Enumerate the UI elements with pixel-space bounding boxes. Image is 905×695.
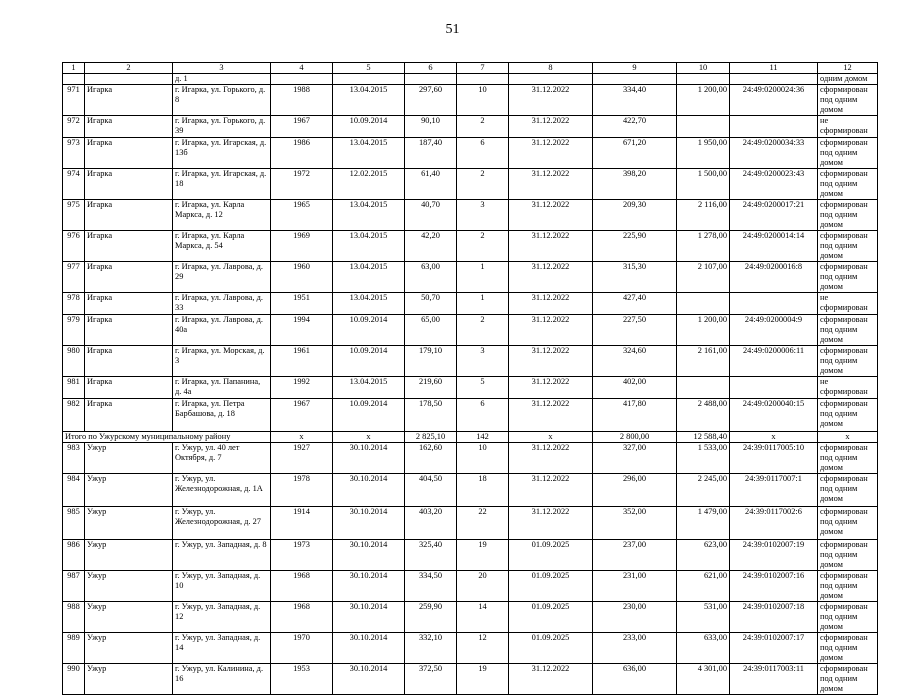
- cell-status: сформирован под одним домом: [818, 231, 878, 262]
- cell-date: 10.09.2014: [333, 315, 405, 346]
- cell-date: 31.12.2022: [509, 293, 593, 315]
- cell-number: 985: [63, 507, 85, 540]
- cell-year: 1951: [271, 293, 333, 315]
- cell-address: г. Ужур, ул. Западная, д. 10: [173, 571, 271, 602]
- cell-locality: Игарка: [85, 346, 173, 377]
- total-cost: 12 588,40: [677, 432, 730, 443]
- cell-cost: 531,00: [677, 602, 730, 633]
- cell-cadastral: 24:39:0102007:18: [730, 602, 818, 633]
- cell-locality: Ужур: [85, 507, 173, 540]
- cell-area: 233,00: [593, 633, 677, 664]
- cell-area: 403,20: [405, 507, 457, 540]
- cell-status: сформирован под одним домом: [818, 602, 878, 633]
- table-row: [63, 85, 878, 116]
- cell-date: 01.09.2025: [509, 571, 593, 602]
- cell-address: г. Ужур, ул. Западная, д. 12: [173, 602, 271, 633]
- cell-area: 227,50: [593, 315, 677, 346]
- cell-address: г. Ужур, ул. Железнодорожная, д. 1А: [173, 474, 271, 507]
- cell-count: 10: [457, 443, 509, 474]
- cell-area: 42,20: [405, 231, 457, 262]
- table-row: [63, 633, 878, 664]
- cell-number: 977: [63, 262, 85, 293]
- cell-count: 19: [457, 540, 509, 571]
- table-row: [63, 200, 878, 231]
- cell-cadastral: [730, 116, 818, 138]
- cell-number: 984: [63, 474, 85, 507]
- total-date2: х: [509, 432, 593, 443]
- cell-date: 31.12.2022: [509, 200, 593, 231]
- cell-date: 31.12.2022: [509, 169, 593, 200]
- cell-address: г. Игарка, ул. Игарская, д. 13б: [173, 138, 271, 169]
- table-row: [63, 377, 878, 399]
- cell-cost: [677, 293, 730, 315]
- cell-year: 1960: [271, 262, 333, 293]
- cell-cadastral: 24:39:0117003:11: [730, 664, 818, 695]
- cell-count: 2: [457, 315, 509, 346]
- cell-area: 427,40: [593, 293, 677, 315]
- cell-area: 63,00: [405, 262, 457, 293]
- cell-count: 5: [457, 377, 509, 399]
- cell-date: 01.09.2025: [509, 540, 593, 571]
- cell-locality: Игарка: [85, 293, 173, 315]
- column-number: 2: [85, 63, 173, 74]
- cell-locality: Ужур: [85, 540, 173, 571]
- cell-count: 14: [457, 602, 509, 633]
- table-row: [63, 346, 878, 377]
- cell-date: 30.10.2014: [333, 540, 405, 571]
- cell-address: г. Игарка, ул. Горького, д. 39: [173, 116, 271, 138]
- cell-cost: 621,00: [677, 571, 730, 602]
- cell-area: 162,60: [405, 443, 457, 474]
- column-number: 9: [593, 63, 677, 74]
- column-number: 3: [173, 63, 271, 74]
- column-number: 6: [405, 63, 457, 74]
- cell-count: 10: [457, 85, 509, 116]
- cell-cost: 4 301,00: [677, 664, 730, 695]
- cell-date: 30.10.2014: [333, 443, 405, 474]
- cell-number: 982: [63, 399, 85, 432]
- cell-cadastral: [730, 377, 818, 399]
- cell-count: 22: [457, 507, 509, 540]
- cell-year: 1961: [271, 346, 333, 377]
- cell-year: 1973: [271, 540, 333, 571]
- table-row: [63, 540, 878, 571]
- cell-count: 12: [457, 633, 509, 664]
- cell-cadastral: 24:39:0117002:6: [730, 507, 818, 540]
- total-label: Итого по Ужурскому муниципальному району: [63, 432, 271, 443]
- cell-locality: Ужур: [85, 664, 173, 695]
- cell-date: 31.12.2022: [509, 474, 593, 507]
- cell-date: 10.09.2014: [333, 346, 405, 377]
- cell-count: 3: [457, 346, 509, 377]
- cell-cadastral: 24:49:0200040:15: [730, 399, 818, 432]
- cell-date: 31.12.2022: [509, 262, 593, 293]
- cell-date: 01.09.2025: [509, 602, 593, 633]
- cell-cost: 1 278,00: [677, 231, 730, 262]
- cell-address: г. Игарка, ул. Морская, д. 3: [173, 346, 271, 377]
- register-table: [62, 62, 878, 695]
- cell-date: 31.12.2022: [509, 377, 593, 399]
- table-row: [63, 116, 878, 138]
- cell-area: 372,50: [405, 664, 457, 695]
- cell-count: 2: [457, 169, 509, 200]
- cell-area: 398,20: [593, 169, 677, 200]
- cell-status: сформирован под одним домом: [818, 571, 878, 602]
- cell-locality: Игарка: [85, 200, 173, 231]
- cell-area: 219,60: [405, 377, 457, 399]
- cell-date: 10.09.2014: [333, 399, 405, 432]
- cell-address: г. Игарка, ул. Петра Барбашова, д. 18: [173, 399, 271, 432]
- cell-cost: 2 116,00: [677, 200, 730, 231]
- cell-area: 315,30: [593, 262, 677, 293]
- cell-cadastral: 24:49:0200016:8: [730, 262, 818, 293]
- cell-area: 332,10: [405, 633, 457, 664]
- cell-number: 983: [63, 443, 85, 474]
- cell-cost: 1 950,00: [677, 138, 730, 169]
- total-count: 142: [457, 432, 509, 443]
- cell-address: г. Ужур, ул. Западная, д. 14: [173, 633, 271, 664]
- cell: [509, 74, 593, 85]
- cell-cost: 633,00: [677, 633, 730, 664]
- cell-status: сформирован под одним домом: [818, 540, 878, 571]
- cell-count: 1: [457, 262, 509, 293]
- cell-locality: Игарка: [85, 315, 173, 346]
- cell-year: 1967: [271, 399, 333, 432]
- cell-number: 989: [63, 633, 85, 664]
- cell-area: 324,60: [593, 346, 677, 377]
- total-row: [63, 432, 878, 443]
- cell-cost: 2 107,00: [677, 262, 730, 293]
- cell-address: д. 1: [173, 74, 271, 85]
- cell: [593, 74, 677, 85]
- cell-cadastral: 24:39:0102007:19: [730, 540, 818, 571]
- cell-area: 402,00: [593, 377, 677, 399]
- cell-count: 6: [457, 399, 509, 432]
- cell-cadastral: 24:39:0102007:17: [730, 633, 818, 664]
- total-area2: 2 800,00: [593, 432, 677, 443]
- cell-locality: Игарка: [85, 138, 173, 169]
- cell-number: 986: [63, 540, 85, 571]
- cell-address: г. Игарка, ул. Лаврова, д. 40а: [173, 315, 271, 346]
- cell-date: 30.10.2014: [333, 633, 405, 664]
- table-row: [63, 262, 878, 293]
- cell-cadastral: 24:49:0200014:14: [730, 231, 818, 262]
- column-number: 12: [818, 63, 878, 74]
- cell-locality: Игарка: [85, 262, 173, 293]
- cell-cost: 1 200,00: [677, 85, 730, 116]
- cell-date: 31.12.2022: [509, 85, 593, 116]
- cell-year: 1992: [271, 377, 333, 399]
- table-row: [63, 169, 878, 200]
- cell-count: 18: [457, 474, 509, 507]
- cell-count: 20: [457, 571, 509, 602]
- cell-area: 422,70: [593, 116, 677, 138]
- cell-cost: [677, 377, 730, 399]
- cell: [271, 74, 333, 85]
- cell-address: г. Игарка, ул. Лаврова, д. 33: [173, 293, 271, 315]
- cell-date: 31.12.2022: [509, 315, 593, 346]
- cell-date: 31.12.2022: [509, 346, 593, 377]
- cell-year: 1986: [271, 138, 333, 169]
- cell-cadastral: 24:49:0200023:43: [730, 169, 818, 200]
- cell-area: 417,80: [593, 399, 677, 432]
- cell-locality: Игарка: [85, 377, 173, 399]
- cell-year: 1968: [271, 571, 333, 602]
- table-row: [63, 138, 878, 169]
- cell-address: г. Игарка, ул. Горького, д. 8: [173, 85, 271, 116]
- cell-cadastral: 24:49:0200024:36: [730, 85, 818, 116]
- cell-area: 187,40: [405, 138, 457, 169]
- cell-address: г. Ужур, ул. 40 лет Октября, д. 7: [173, 443, 271, 474]
- cell-number: 973: [63, 138, 85, 169]
- cell-date: 31.12.2022: [509, 443, 593, 474]
- cell-number: 980: [63, 346, 85, 377]
- cell-date: 13.04.2015: [333, 377, 405, 399]
- cell-cost: 2 488,00: [677, 399, 730, 432]
- cell-address: г. Ужур, ул. Железнодорожная, д. 27: [173, 507, 271, 540]
- cell-locality: Игарка: [85, 116, 173, 138]
- cell-locality: Ужур: [85, 633, 173, 664]
- cell-date: 31.12.2022: [509, 664, 593, 695]
- table-row: [63, 571, 878, 602]
- cell-area: 404,50: [405, 474, 457, 507]
- cell-area: 237,00: [593, 540, 677, 571]
- cell-number: 975: [63, 200, 85, 231]
- cell-locality: Ужур: [85, 571, 173, 602]
- cell-area: 209,30: [593, 200, 677, 231]
- cell-date: 01.09.2025: [509, 633, 593, 664]
- cell-area: 61,40: [405, 169, 457, 200]
- cell-locality: Игарка: [85, 169, 173, 200]
- total-year: х: [271, 432, 333, 443]
- cell-count: 1: [457, 293, 509, 315]
- cell-status: сформирован под одним домом: [818, 346, 878, 377]
- cell-date: 30.10.2014: [333, 571, 405, 602]
- cell-cadastral: 24:39:0117005:10: [730, 443, 818, 474]
- cell-area: 352,00: [593, 507, 677, 540]
- cell-cadastral: 24:49:0200004:9: [730, 315, 818, 346]
- cell-number: 981: [63, 377, 85, 399]
- cell-cost: 1 200,00: [677, 315, 730, 346]
- cell-area: 296,00: [593, 474, 677, 507]
- table-row: [63, 231, 878, 262]
- table-row: [63, 602, 878, 633]
- cell-locality: Игарка: [85, 399, 173, 432]
- cell: [333, 74, 405, 85]
- cell-number: 990: [63, 664, 85, 695]
- cell-count: 19: [457, 664, 509, 695]
- cell-date: 13.04.2015: [333, 85, 405, 116]
- cell-year: 1970: [271, 633, 333, 664]
- cell-status: сформирован под одним домом: [818, 169, 878, 200]
- cell-locality: Игарка: [85, 85, 173, 116]
- cell-date: 13.04.2015: [333, 231, 405, 262]
- cell-year: 1953: [271, 664, 333, 695]
- table-row: [63, 443, 878, 474]
- cell-status: сформирован под одним домом: [818, 633, 878, 664]
- cell-status: сформирован под одним домом: [818, 443, 878, 474]
- cell-date: 12.02.2015: [333, 169, 405, 200]
- cell-date: 31.12.2022: [509, 231, 593, 262]
- total-area: 2 825,10: [405, 432, 457, 443]
- cell-cost: 623,00: [677, 540, 730, 571]
- cell-cadastral: 24:49:0200017:21: [730, 200, 818, 231]
- cell-area: 178,50: [405, 399, 457, 432]
- cell-locality: Ужур: [85, 474, 173, 507]
- cell-date: 13.04.2015: [333, 138, 405, 169]
- column-number: 10: [677, 63, 730, 74]
- cell-year: 1965: [271, 200, 333, 231]
- cell-cost: [677, 116, 730, 138]
- cell-status: сформирован под одним домом: [818, 399, 878, 432]
- cell-date: 31.12.2022: [509, 138, 593, 169]
- cell-date: 13.04.2015: [333, 293, 405, 315]
- cell-count: 3: [457, 200, 509, 231]
- cell-date: 13.04.2015: [333, 200, 405, 231]
- column-number: 7: [457, 63, 509, 74]
- column-number: 1: [63, 63, 85, 74]
- cell: [63, 74, 85, 85]
- cell-area: 297,60: [405, 85, 457, 116]
- table-row: [63, 293, 878, 315]
- cell-cost: 1 479,00: [677, 507, 730, 540]
- cell-date: 31.12.2022: [509, 507, 593, 540]
- cell-locality: Ужур: [85, 602, 173, 633]
- cell-address: г. Игарка, ул. Карла Маркса, д. 54: [173, 231, 271, 262]
- cell-cost: 1 533,00: [677, 443, 730, 474]
- cell-area: 334,50: [405, 571, 457, 602]
- cell: [85, 74, 173, 85]
- cell-cost: 2 161,00: [677, 346, 730, 377]
- cell-area: 671,20: [593, 138, 677, 169]
- cell-status: сформирован под одним домом: [818, 262, 878, 293]
- cell-date: 13.04.2015: [333, 262, 405, 293]
- column-number: 11: [730, 63, 818, 74]
- cell-status: не сформирован: [818, 377, 878, 399]
- cell-date: 31.12.2022: [509, 399, 593, 432]
- cell-area: 65,00: [405, 315, 457, 346]
- cell-area: 325,40: [405, 540, 457, 571]
- cell-cost: 2 245,00: [677, 474, 730, 507]
- column-number: 5: [333, 63, 405, 74]
- continuation-row: [63, 74, 878, 85]
- cell-status: сформирован под одним домом: [818, 200, 878, 231]
- table-row: [63, 399, 878, 432]
- total-cadastral: х: [730, 432, 818, 443]
- cell-year: 1968: [271, 602, 333, 633]
- cell: [730, 74, 818, 85]
- cell-status: сформирован под одним домом: [818, 138, 878, 169]
- cell-number: 971: [63, 85, 85, 116]
- cell-area: 179,10: [405, 346, 457, 377]
- cell-locality: Ужур: [85, 443, 173, 474]
- cell: [405, 74, 457, 85]
- cell-status: одним домом: [818, 74, 878, 85]
- cell-year: 1914: [271, 507, 333, 540]
- cell-number: 972: [63, 116, 85, 138]
- cell-cadastral: 24:49:0200034:33: [730, 138, 818, 169]
- cell-year: 1978: [271, 474, 333, 507]
- page-number: 51: [445, 22, 460, 37]
- total-status: х: [818, 432, 878, 443]
- cell-status: сформирован под одним домом: [818, 315, 878, 346]
- column-number: 8: [509, 63, 593, 74]
- cell-area: 40,70: [405, 200, 457, 231]
- cell-year: 1972: [271, 169, 333, 200]
- cell-address: г. Игарка, ул. Папанина, д. 4а: [173, 377, 271, 399]
- cell-address: г. Ужур, ул. Калинина, д. 16: [173, 664, 271, 695]
- cell-area: 231,00: [593, 571, 677, 602]
- cell-number: 979: [63, 315, 85, 346]
- cell-status: сформирован под одним домом: [818, 664, 878, 695]
- cell-count: 2: [457, 231, 509, 262]
- cell-cadastral: 24:39:0102007:16: [730, 571, 818, 602]
- cell-number: 978: [63, 293, 85, 315]
- table-row: [63, 315, 878, 346]
- cell-date: 30.10.2014: [333, 507, 405, 540]
- cell-year: 1927: [271, 443, 333, 474]
- cell-year: 1988: [271, 85, 333, 116]
- cell-status: сформирован под одним домом: [818, 85, 878, 116]
- cell-year: 1994: [271, 315, 333, 346]
- column-number-row: [63, 63, 878, 74]
- cell-date: 30.10.2014: [333, 474, 405, 507]
- cell-area: 636,00: [593, 664, 677, 695]
- cell-year: 1967: [271, 116, 333, 138]
- cell-count: 6: [457, 138, 509, 169]
- cell-status: сформирован под одним домом: [818, 474, 878, 507]
- cell-address: г. Игарка, ул. Лаврова, д. 29: [173, 262, 271, 293]
- cell-area: 230,00: [593, 602, 677, 633]
- cell-count: 2: [457, 116, 509, 138]
- cell-area: 327,00: [593, 443, 677, 474]
- cell-number: 987: [63, 571, 85, 602]
- cell-address: г. Ужур, ул. Западная, д. 8: [173, 540, 271, 571]
- cell-cadastral: [730, 293, 818, 315]
- table-row: [63, 474, 878, 507]
- cell-area: 259,90: [405, 602, 457, 633]
- cell-area: 90,10: [405, 116, 457, 138]
- cell-date: 10.09.2014: [333, 116, 405, 138]
- cell-date: 31.12.2022: [509, 116, 593, 138]
- cell-area: 334,40: [593, 85, 677, 116]
- cell-number: 988: [63, 602, 85, 633]
- cell-address: г. Игарка, ул. Игарская, д. 18: [173, 169, 271, 200]
- total-date1: х: [333, 432, 405, 443]
- cell: [677, 74, 730, 85]
- column-number: 4: [271, 63, 333, 74]
- cell-number: 976: [63, 231, 85, 262]
- cell-locality: Игарка: [85, 231, 173, 262]
- cell-cost: 1 500,00: [677, 169, 730, 200]
- table-row: [63, 507, 878, 540]
- cell-date: 30.10.2014: [333, 664, 405, 695]
- cell-cadastral: 24:49:0200006:11: [730, 346, 818, 377]
- cell-year: 1969: [271, 231, 333, 262]
- cell-cadastral: 24:39:0117007:1: [730, 474, 818, 507]
- cell-status: не сформирован: [818, 293, 878, 315]
- cell-status: сформирован под одним домом: [818, 507, 878, 540]
- cell-status: не сформирован: [818, 116, 878, 138]
- cell-address: г. Игарка, ул. Карла Маркса, д. 12: [173, 200, 271, 231]
- cell-area: 50,70: [405, 293, 457, 315]
- table-row: [63, 664, 878, 695]
- cell-date: 30.10.2014: [333, 602, 405, 633]
- cell-area: 225,90: [593, 231, 677, 262]
- cell: [457, 74, 509, 85]
- cell-number: 974: [63, 169, 85, 200]
